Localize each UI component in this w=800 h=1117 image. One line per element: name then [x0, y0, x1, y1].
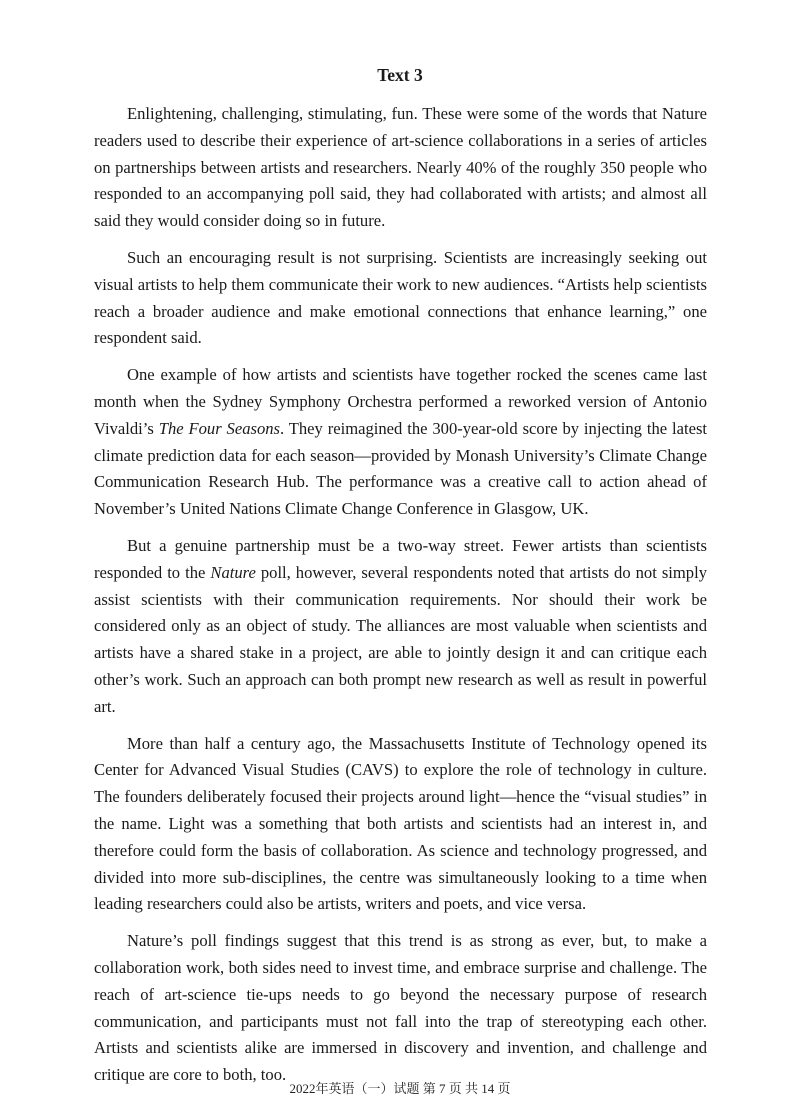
paragraph-text: Enlightening, challenging, stimulating, fun. These were some of the words that Nature readers used to describe their experience of art-science collaborations in a series of articles on partnerships between artists and researchers. Nearly 40% of the roughly 350 people who responded to an accompanying poll said, they had collaborated with artists; and almost all said they would consider doing so in future. [94, 104, 707, 231]
paragraph-text: . They reimagined the 300-year-old score by injecting the latest climate prediction data for each season—provided by Monash University’s Climate Change Communication Research Hub. The performance was a creative call to action ahead of November’s United Nations Climate Change Conference in Glasgow, UK. [94, 418, 708, 519]
page-footer: 2022年英语（一）试题 第 7 页 共 14 页 [289, 1081, 511, 1096]
paragraph-text: poll, however, several respondents noted that artists do not simply assist scientists with their communication requirements. Nor should their work be considered only as an object of study. The alliances are most valuable when scientists and artists have a shared stake in a project, are able to jointly design it and can critique each other’s work. Such an approach can both prompt new research as well as result in powerful art. [94, 562, 707, 716]
italic-journal-name: Nature [210, 562, 256, 582]
paragraph-2 [94, 245, 707, 352]
paragraph-6 [94, 928, 707, 1089]
paragraph-text: More than half a century ago, the Massachusetts Institute of Technology opened its Center for Advanced Visual Studies (CAVS) to explore the role of technology in culture. The founders deliberately focused their projects around light—hence the “visual studies” in the name. Light was a something that both artists and scientists had an interest in, and therefore could form the basis of collaboration. As science and technology progressed, and divided into more sub-disciplines, the centre was simultaneously looking to a time when leading researchers could also be artists, writers and poets, and vice versa. [94, 733, 707, 914]
paragraph-1 [94, 101, 707, 235]
paragraph-text: Such an encouraging result is not surprising. Scientists are increasingly seeking out visual artists to help them communicate their work to new audiences. “Artists help scientists reach a broader audience and make emotional connections that enhance learning,” one respondent said. [94, 247, 707, 348]
article-body [94, 101, 707, 1099]
paragraph-text: Nature’s poll findings suggest that this trend is as strong as ever, but, to make a collaboration work, both sides need to invest time, and embrace surprise and challenge. The reach of art-science tie-ups needs to go beyond the necessary purpose of research communication, and participants must not fall into the trap of stereotyping each other. Artists and scientists alike are immersed in discovery and invention, and challenge and critique are core to both, too. [94, 931, 707, 1085]
paragraph-text: But a genuine partnership must be a two-way street. Fewer artists than scientists responded to the [94, 535, 707, 582]
section-title: Text 3 [377, 65, 423, 85]
paragraph-4 [94, 533, 707, 721]
italic-work-title: The Four Seasons [158, 418, 281, 438]
paragraph-5 [94, 731, 707, 919]
paragraph-text: One example of how artists and scientists have together rocked the scenes came last month when the Sydney Symphony Orchestra performed a reworked version of Antonio Vivaldi’s [94, 365, 707, 438]
paragraph-3 [94, 362, 707, 523]
